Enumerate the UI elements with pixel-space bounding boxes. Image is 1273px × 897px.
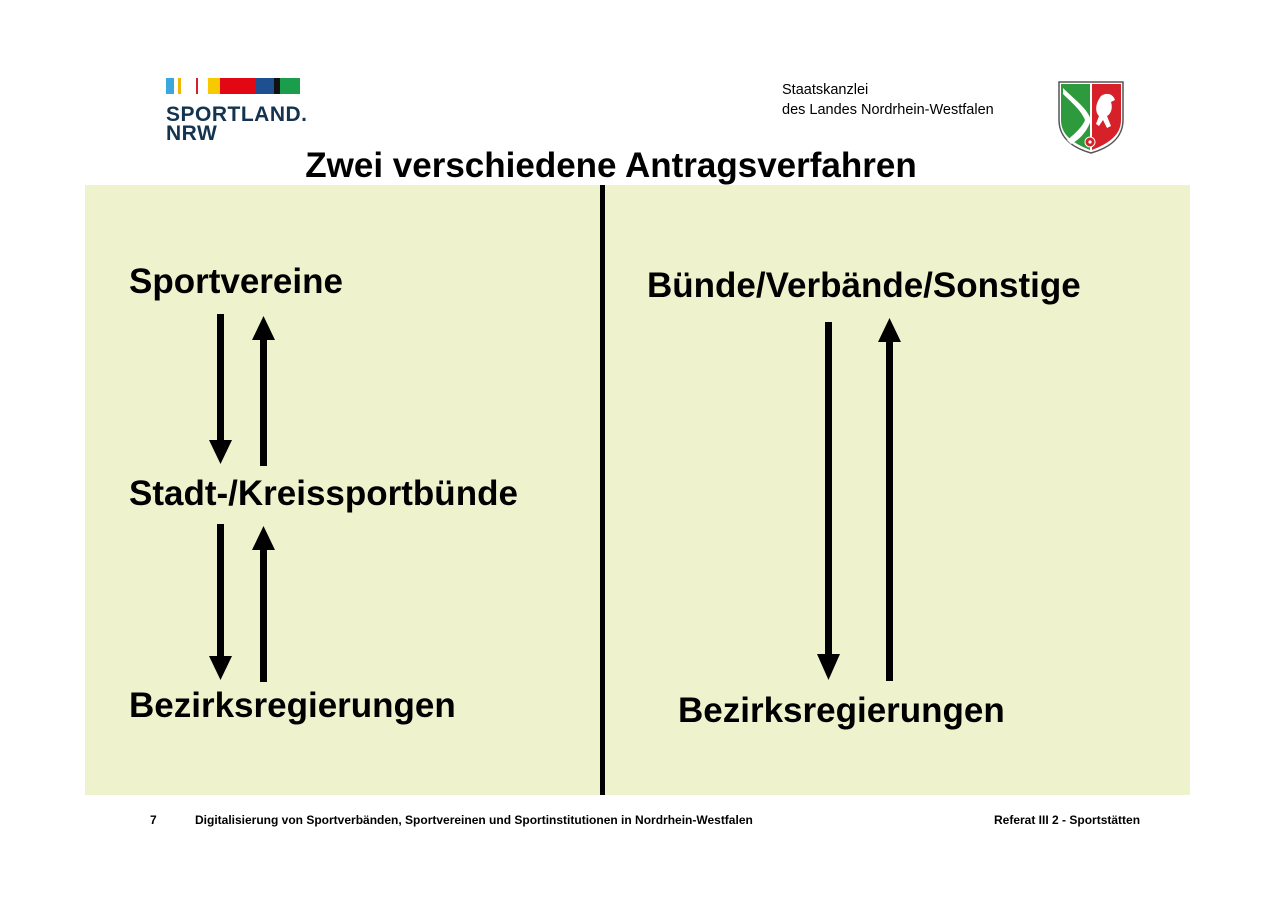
logo-stripe-yellow-thin [178,78,181,94]
logo-stripe-yellow [208,78,220,94]
vertical-divider [600,185,605,795]
wordmark-line-2: NRW [166,122,218,145]
nrw-coat-of-arms-icon [1057,80,1125,154]
left-down-arrow-1 [205,314,237,466]
sportland-nrw-logo [166,78,306,148]
organization-line-1: Staatskanzlei [782,82,869,98]
footer-page-number: 7 [150,813,157,827]
footer-department: Referat III 2 - Sportstätten [994,813,1141,827]
organization-line-2: des Landes Nordrhein-Westfalen [782,102,994,118]
logo-stripe-red-thin [196,78,198,94]
left-up-arrow-1 [248,314,280,466]
right-up-arrow [874,316,906,682]
sportland-wordmark [166,105,308,143]
page-title: Zwei verschiedene Antragsverfahren [305,146,917,185]
right-bottom-label: Bezirksregierungen [678,691,1005,730]
logo-stripe-blue-dark [256,78,274,94]
wordmark-line-1: SPORTLAND. [166,103,308,126]
logo-stripe-green [280,78,300,94]
left-top-label: Sportvereine [129,262,343,301]
logo-stripe-red [220,78,256,94]
left-bottom-label: Bezirksregierungen [129,686,456,725]
right-down-arrow [813,322,845,682]
organization-name [782,80,994,120]
logo-stripe-blue [166,78,174,94]
right-top-label: Bünde/Verbände/Sonstige [647,266,1081,305]
left-middle-label: Stadt-/Kreissportbünde [129,474,518,513]
left-up-arrow-2 [248,524,280,684]
left-down-arrow-2 [205,524,237,684]
footer-caption: Digitalisierung von Sportverbänden, Sportvereinen und Sportinstitutionen in Nordrhein-Westfalen [195,813,753,827]
